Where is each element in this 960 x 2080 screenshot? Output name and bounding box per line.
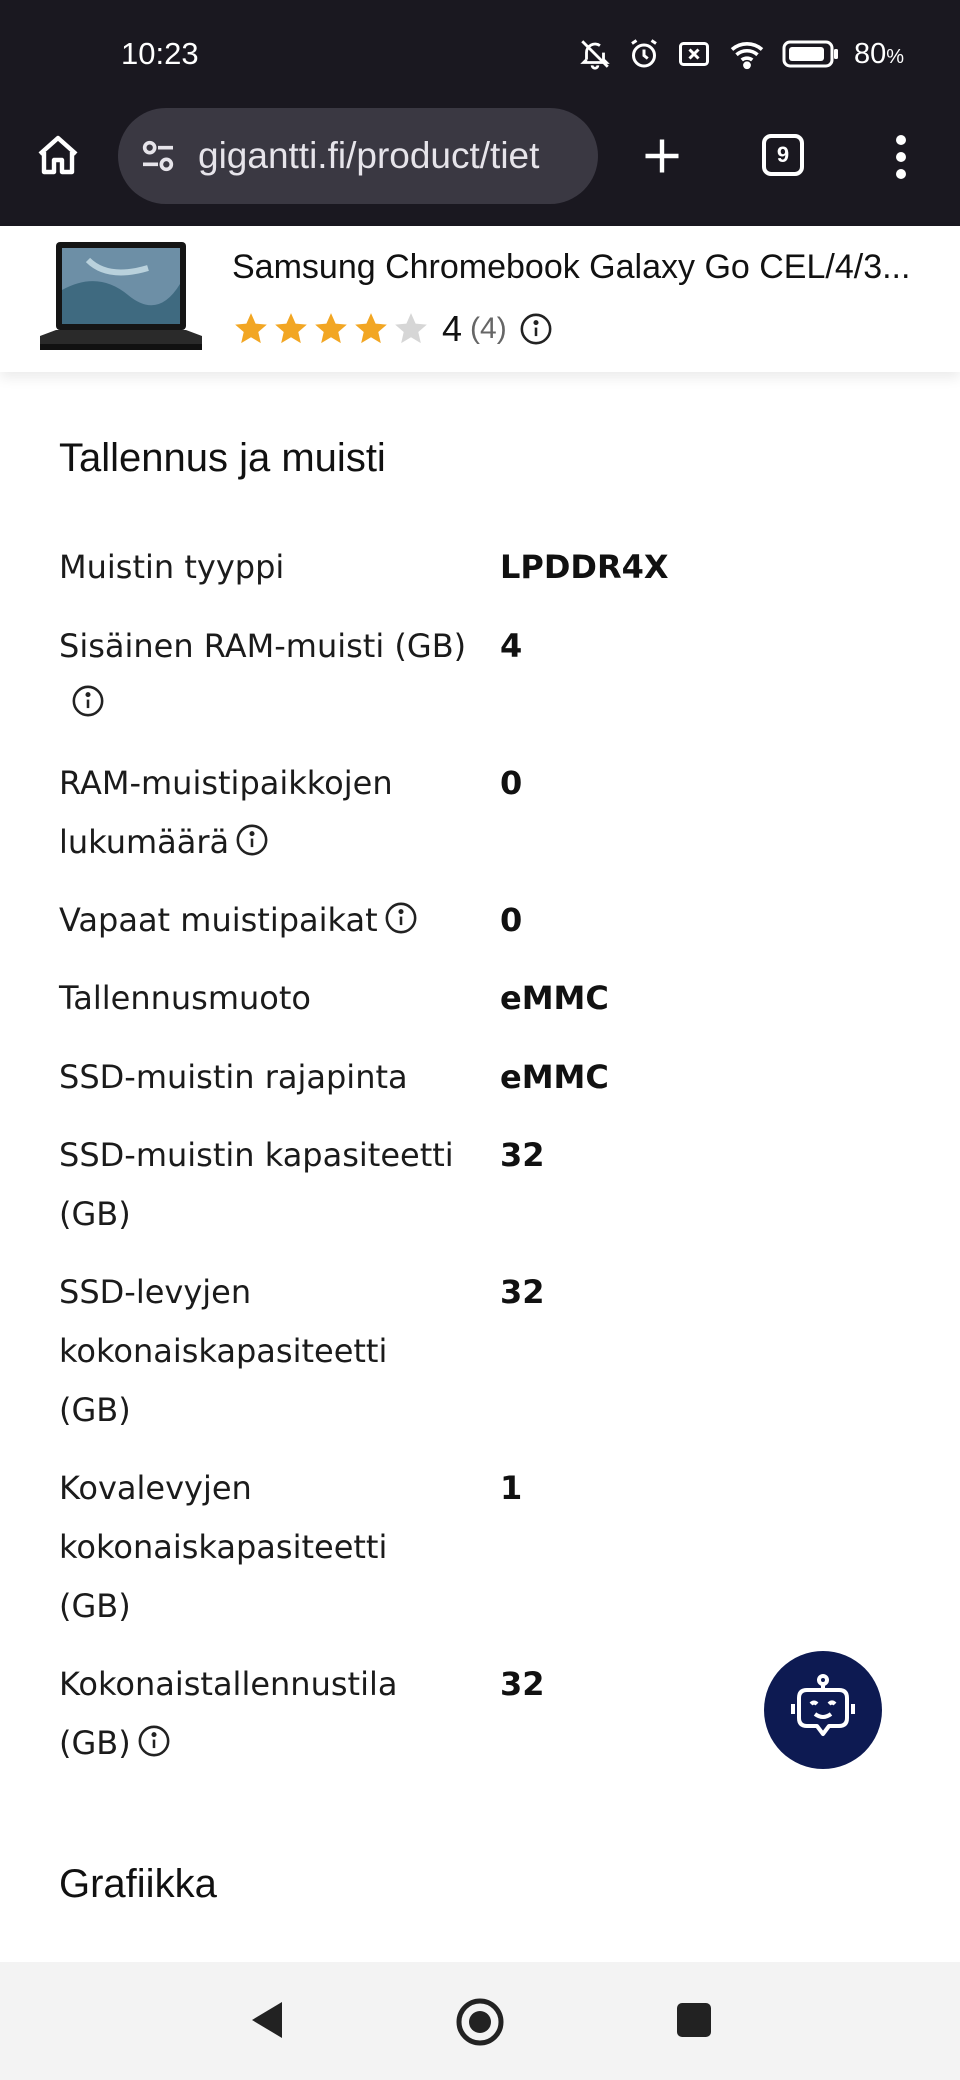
product-header <box>0 226 960 372</box>
bell-off-icon <box>578 36 612 72</box>
star-filled-icon <box>232 310 270 348</box>
spec-label: Sisäinen RAM-muisti (GB) <box>59 617 479 718</box>
info-icon[interactable] <box>235 823 269 857</box>
product-title[interactable]: Samsung Chromebook Galaxy Go CEL/4/3... <box>232 248 911 286</box>
section-title-storage: Tallennus ja muisti <box>59 436 386 480</box>
wifi-icon <box>726 36 768 72</box>
home-icon[interactable] <box>34 132 82 180</box>
tune-icon[interactable] <box>138 136 178 176</box>
status-icons <box>578 34 904 74</box>
spec-value: LPDDR4X <box>500 548 669 586</box>
close-box-icon <box>676 36 712 72</box>
alarm-icon <box>626 36 662 72</box>
rating-stars <box>232 310 430 348</box>
spec-label: SSD-muistin kapasiteetti (GB) <box>59 1136 454 1233</box>
section-title-graphics: Grafiikka <box>59 1862 217 1906</box>
browser-chrome <box>0 0 960 226</box>
spec-value: 4 <box>500 627 523 665</box>
chat-assistant-button[interactable] <box>764 1651 882 1769</box>
rating-count: (4) <box>470 312 507 345</box>
product-image[interactable] <box>38 240 204 358</box>
info-icon[interactable] <box>137 1724 171 1758</box>
rating-value: 4 <box>442 308 463 349</box>
tabs-icon[interactable] <box>762 134 804 176</box>
spec-value: 0 <box>500 901 523 939</box>
spec-label: Muistin tyyppi <box>59 548 285 586</box>
plus-icon[interactable] <box>640 134 684 178</box>
star-filled-icon <box>312 310 350 348</box>
spec-label: SSD-levyjen kokonaiskapasiteetti (GB) <box>59 1273 388 1429</box>
star-filled-icon <box>272 310 310 348</box>
spec-value: eMMC <box>500 979 609 1017</box>
home-nav-icon[interactable] <box>454 1996 506 2048</box>
back-icon[interactable] <box>246 1998 286 2042</box>
recent-apps-icon[interactable] <box>676 2002 712 2038</box>
star-filled-icon <box>352 310 390 348</box>
spec-label: Vapaat muistipaikat <box>59 891 479 950</box>
address-bar[interactable] <box>118 108 598 204</box>
spec-value: 32 <box>500 1136 545 1174</box>
spec-label: RAM-muistipaikkojen lukumäärä <box>59 764 393 861</box>
spec-value: 0 <box>500 764 523 802</box>
more-vert-icon[interactable] <box>894 134 908 180</box>
product-rating[interactable] <box>232 306 553 352</box>
spec-value: eMMC <box>500 1058 609 1096</box>
spec-label: SSD-muistin rajapinta <box>59 1058 408 1096</box>
status-time: 10:23 <box>121 36 199 71</box>
battery-icon <box>782 39 840 69</box>
info-icon[interactable] <box>71 684 105 718</box>
browser-toolbar <box>0 108 960 226</box>
spec-label: Kokonaistallennustila (GB) <box>59 1665 398 1762</box>
star-empty-icon <box>392 310 430 348</box>
system-nav-bar <box>0 1962 960 2080</box>
robot-icon <box>783 1670 863 1750</box>
spec-value: 32 <box>500 1665 545 1703</box>
spec-label: Tallennusmuoto <box>59 979 311 1017</box>
tab-count: 9 <box>776 142 790 167</box>
url-text[interactable]: gigantti.fi/product/tiet <box>198 135 540 176</box>
spec-value: 1 <box>500 1469 523 1507</box>
battery-percent: 80% <box>853 37 904 70</box>
spec-value: 32 <box>500 1273 545 1311</box>
status-bar <box>0 0 960 112</box>
info-icon[interactable] <box>519 312 553 346</box>
spec-label: Kovalevyjen kokonaiskapasiteetti (GB) <box>59 1469 388 1625</box>
info-icon[interactable] <box>384 901 418 935</box>
